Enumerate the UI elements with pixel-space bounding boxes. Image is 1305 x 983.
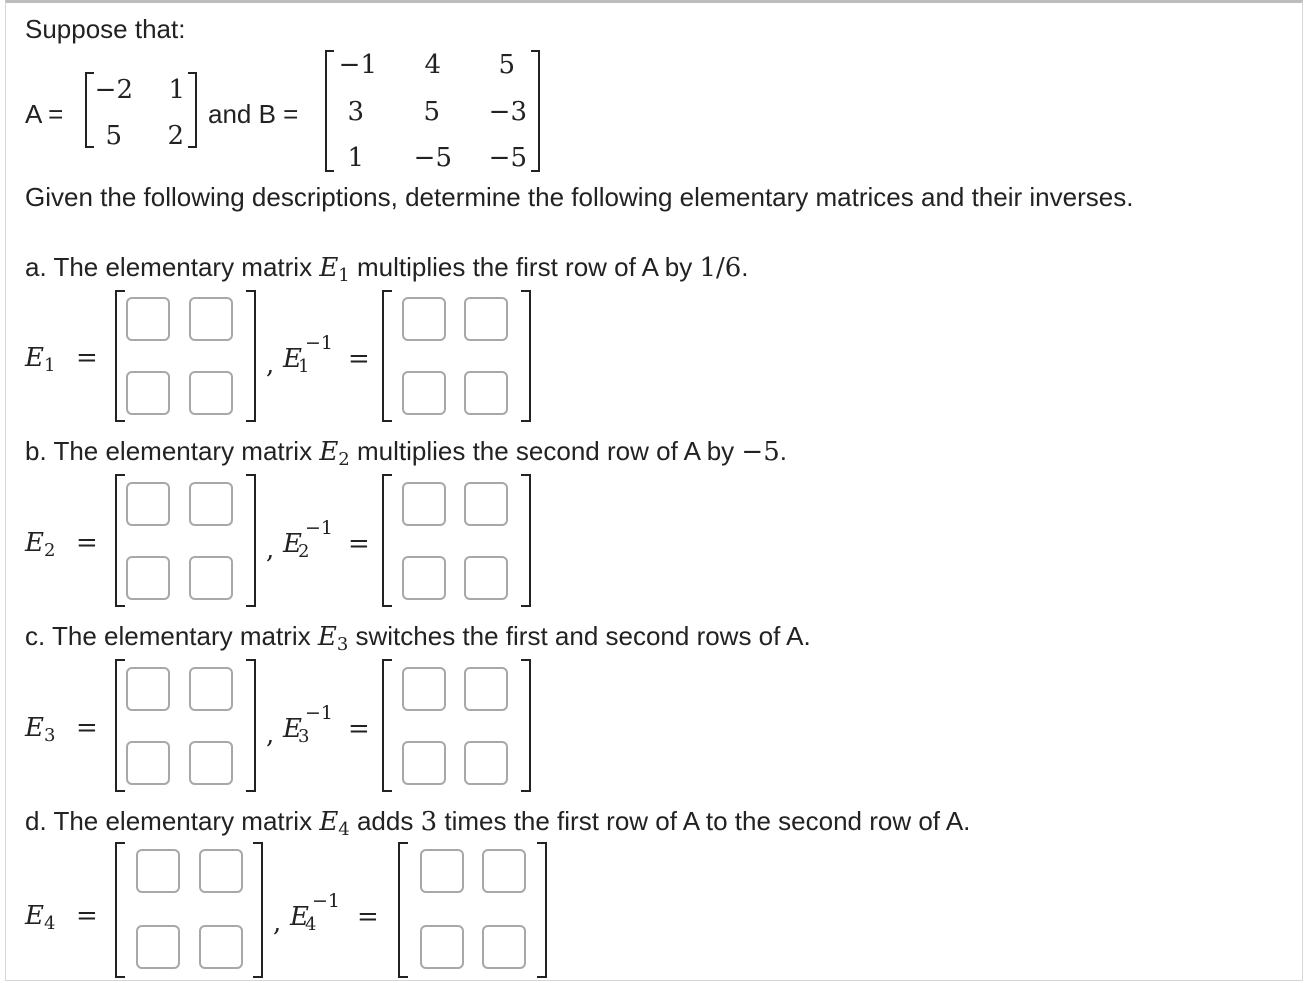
part-c-e-input-r2c2[interactable] [189,741,233,785]
part-d-inverse-label: E4 −1 [290,890,341,935]
part-c-inverse-label: E3 −1 [283,702,334,747]
part-a-symbol: E1 [319,253,350,286]
part-c-e-left-bracket [115,659,125,792]
part-c-comma: , [266,720,275,750]
part-d-symbol: E4 [319,807,350,840]
matrix-b-cell: 3 [347,97,364,127]
part-d-e-right-bracket [253,842,263,978]
part-b-inv-input-r1c2[interactable] [464,482,508,526]
part-a-inverse-label: E1 −1 [283,332,334,377]
matrix-b-cell: 1 [347,143,364,173]
part-b-description: b. The elementary matrix E2 multiplies the second row of A by −5. [25,436,787,470]
part-a-equals: = [76,343,98,373]
part-d-inverse-equals: = [357,902,379,932]
part-b-comma: , [266,535,275,565]
matrix-a-cell: 5 [105,121,122,151]
part-a-inv-input-r1c2[interactable] [464,297,508,341]
part-c-inverse-equals: = [348,714,370,744]
part-d-inv-right-bracket [537,842,547,978]
part-d-inv-input-r2c1[interactable] [420,925,464,969]
part-c-symbol: E3 [317,622,349,655]
part-d-comma: , [273,908,282,938]
part-c-inv-input-r1c2[interactable] [464,667,508,711]
part-a-comma: , [266,350,275,380]
matrix-b-cell: 5 [498,50,515,80]
part-d-e-input-r1c2[interactable] [199,849,243,893]
part-a-inverse-equals: = [348,344,370,374]
part-b-inv-input-r2c1[interactable] [402,556,446,600]
matrix-b-cell: −1 [338,50,377,80]
matrix-b-label: and B = [208,99,299,129]
part-c-inv-left-bracket [382,659,392,792]
part-d-e-label: E4 [25,901,56,934]
part-c-description: c. The elementary matrix E3 switches the first and second rows of A. [25,621,811,655]
part-c-inv-input-r2c1[interactable] [402,741,446,785]
matrix-a-right-bracket [188,72,197,148]
matrix-a-cell: 1 [168,75,185,105]
part-c-e-input-r1c1[interactable] [126,667,170,711]
part-a-inv-input-r2c2[interactable] [464,371,508,415]
part-a-e-input-r2c1[interactable] [126,371,170,415]
matrix-b-cell: 5 [423,97,440,127]
part-d-inv-left-bracket [398,842,408,978]
part-c-inv-input-r1c1[interactable] [402,667,446,711]
part-a-e-right-bracket [246,290,256,422]
part-c-e-input-r2c1[interactable] [126,741,170,785]
part-b-e-input-r2c1[interactable] [126,556,170,600]
part-b-inverse-equals: = [348,529,370,559]
part-c-equals: = [76,713,98,743]
part-c-e-label: E3 [25,713,56,746]
part-d-e-input-r2c2[interactable] [199,925,243,969]
part-c-e-input-r1c2[interactable] [189,667,233,711]
matrix-b-cell: −3 [488,97,527,127]
part-d-e-left-bracket [115,842,125,978]
part-b-e-right-bracket [246,474,256,607]
part-b-equals: = [76,528,98,558]
matrix-a-cell: 2 [167,121,184,151]
matrix-a-cell: −2 [94,75,133,105]
part-b-inverse-label: E2 −1 [283,517,334,562]
part-d-equals: = [76,901,98,931]
part-d-inv-input-r2c2[interactable] [482,925,526,969]
part-d-inv-input-r1c2[interactable] [482,849,526,893]
matrix-b-cell: −5 [413,143,452,173]
part-a-e-input-r1c2[interactable] [189,297,233,341]
part-c-inv-right-bracket [521,659,531,792]
part-c-inv-input-r2c2[interactable] [464,741,508,785]
part-c-e-right-bracket [246,659,256,792]
part-a-e-left-bracket [115,290,125,422]
part-b-e-label: E2 [25,528,56,561]
part-d-e-input-r1c1[interactable] [136,849,180,893]
part-a-e-input-r1c1[interactable] [126,297,170,341]
part-b-inv-input-r2c2[interactable] [464,556,508,600]
part-a-inv-right-bracket [521,290,531,422]
part-a-inv-left-bracket [382,290,392,422]
part-b-e-input-r2c2[interactable] [189,556,233,600]
part-b-symbol: E2 [319,437,350,470]
intro-text: Suppose that: [25,14,186,44]
part-a-e-label: E1 [25,343,56,376]
part-d-description: d. The elementary matrix E4 adds 3 times the first row of A to the second row of A. [25,806,971,840]
matrix-a-label: A = [25,99,64,129]
part-b-inv-right-bracket [521,474,531,607]
part-d-e-input-r2c1[interactable] [136,925,180,969]
matrix-b-cell: 4 [424,50,441,80]
part-b-inv-left-bracket [382,474,392,607]
part-a-inv-input-r1c1[interactable] [402,297,446,341]
part-b-e-left-bracket [115,474,125,607]
part-a-inv-input-r2c1[interactable] [402,371,446,415]
part-b-inv-input-r1c1[interactable] [402,482,446,526]
part-b-e-input-r1c1[interactable] [126,482,170,526]
instructions-text: Given the following descriptions, determine the following elementary matrices and their inverses. [25,182,1134,212]
part-d-inv-input-r1c1[interactable] [420,849,464,893]
part-a-e-input-r2c2[interactable] [189,371,233,415]
part-a-description: a. The elementary matrix E1 multiplies the first row of A by 1/6. [25,252,749,286]
matrix-b-right-bracket [531,50,540,172]
matrix-b-cell: −5 [488,143,527,173]
part-b-e-input-r1c2[interactable] [189,482,233,526]
